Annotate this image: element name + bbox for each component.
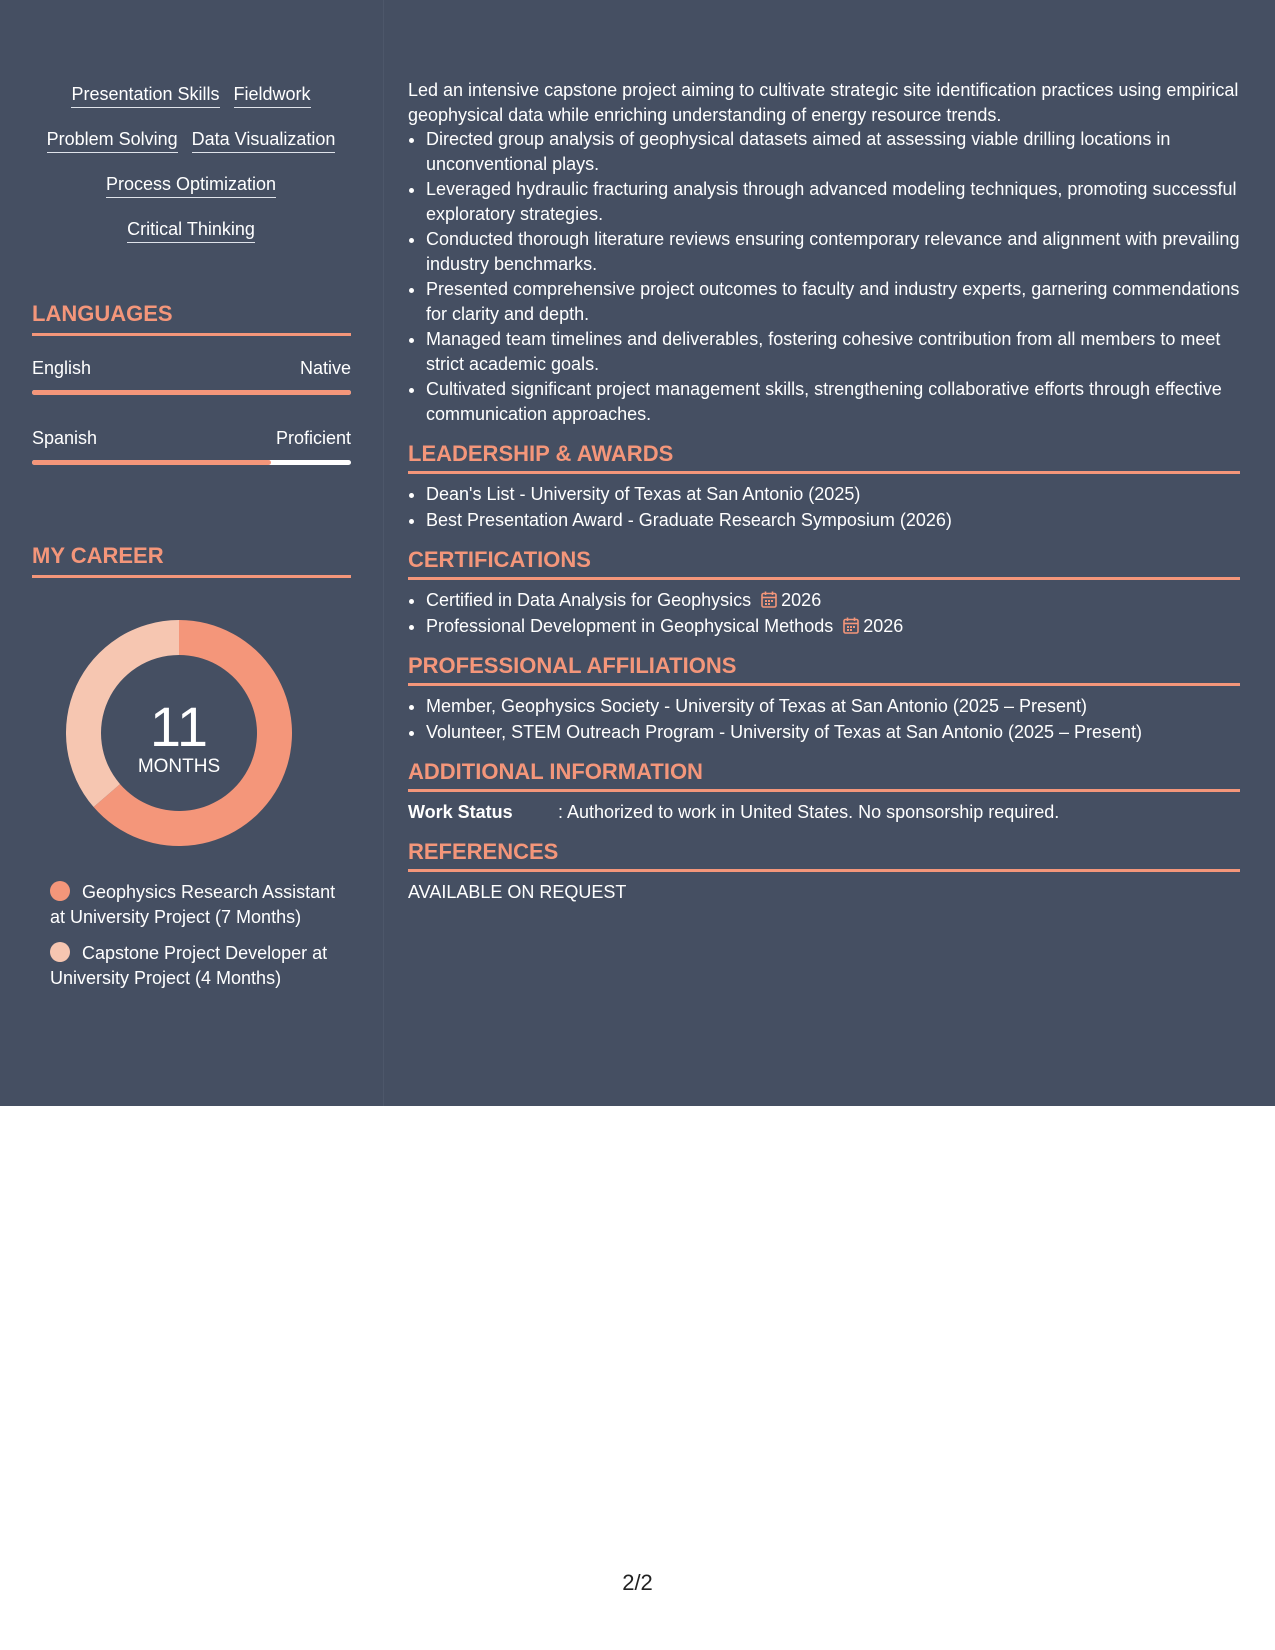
- certification-year: 2026: [781, 590, 822, 610]
- affiliations-list: [408, 694, 1240, 744]
- references-title: REFERENCES: [408, 839, 1240, 872]
- career-legend-label: Geophysics Research Assistant at University Project (7 Months): [50, 882, 336, 927]
- list-item: • Member, Geophysics Society - University of Texas at San Antonio (2025 – Present): [426, 694, 1240, 719]
- work-status-value: : Authorized to work in United States. No sponsorship required.: [558, 802, 1060, 822]
- career-legend: [50, 880, 340, 1002]
- language-bar-fill: [32, 460, 271, 465]
- skill-tag: Fieldwork: [234, 84, 311, 108]
- list-item: • Cultivated significant project management skills, strengthening collaborative efforts through effective communication approaches.: [426, 377, 1240, 426]
- skills-list: [28, 84, 354, 264]
- list-item: [426, 614, 1240, 639]
- list-item: • Conducted thorough literature reviews ensuring contemporary relevance and alignment with prevailing industry benchmarks.: [426, 227, 1240, 276]
- column-divider: [383, 0, 384, 1106]
- list-item: • Managed team timelines and deliverables, fostering cohesive contribution from all members to meet strict academic goals.: [426, 327, 1240, 376]
- list-item: • Volunteer, STEM Outreach Program - University of Texas at San Antonio (2025 – Present): [426, 720, 1240, 745]
- language-level: Proficient: [275, 428, 351, 448]
- skill-row: [28, 174, 354, 200]
- certifications-title: CERTIFICATIONS: [408, 547, 1240, 580]
- left-column: [0, 0, 383, 1106]
- project-intro: Led an intensive capstone project aiming to cultivate strategic site identification practices using empirical geophysical data while enriching understanding of energy resource trends.: [408, 80, 1239, 125]
- right-column: [408, 78, 1240, 904]
- list-item: • Best Presentation Award - Graduate Research Symposium (2026): [426, 508, 1240, 533]
- leadership-list: [408, 482, 1240, 532]
- certifications-list: [408, 588, 1240, 638]
- language-name: Spanish: [32, 428, 98, 448]
- language-item-spanish: [32, 428, 351, 465]
- additional-title: ADDITIONAL INFORMATION: [408, 759, 1240, 792]
- legend-dot-icon: [50, 942, 70, 962]
- career-legend-item: [50, 941, 340, 990]
- skill-tag: Presentation Skills: [71, 84, 219, 108]
- language-level: Native: [299, 358, 351, 378]
- language-item-english: [32, 358, 351, 395]
- skill-tag: Process Optimization: [106, 174, 276, 198]
- skill-tag: Problem Solving: [47, 129, 178, 153]
- legend-dot-icon: [50, 881, 70, 901]
- calendar-icon: [761, 591, 777, 608]
- language-bar: [32, 460, 351, 465]
- skill-tag: Critical Thinking: [127, 219, 255, 243]
- project-bullets: [408, 127, 1240, 426]
- certification-year: 2026: [863, 615, 904, 636]
- list-item: • Leveraged hydraulic fracturing analysis through advanced modeling techniques, promoting successful exploratory strategies.: [426, 177, 1240, 226]
- skill-row: [28, 219, 354, 245]
- list-item: • Directed group analysis of geophysical datasets aimed at assessing viable drilling locations in unconventional plays.: [426, 127, 1240, 176]
- language-bar: [32, 390, 351, 395]
- certification-name: Certified in Data Analysis for Geophysics: [426, 590, 752, 610]
- list-item: [426, 588, 1240, 613]
- list-item: • Presented comprehensive project outcomes to faculty and industry experts, garnering commendations for clarity and depth.: [426, 277, 1240, 326]
- career-title: MY CAREER: [32, 543, 351, 578]
- skill-row: [28, 84, 354, 110]
- calendar-icon: [843, 617, 859, 634]
- career-donut-chart: [66, 620, 292, 846]
- language-name: English: [32, 358, 92, 378]
- languages-title: LANGUAGES: [32, 301, 351, 336]
- affiliations-title: PROFESSIONAL AFFILIATIONS: [408, 653, 1240, 686]
- career-legend-item: [50, 880, 340, 929]
- page-number: 2/2: [622, 1570, 653, 1595]
- career-legend-label: Capstone Project Developer at University Project (4 Months): [50, 943, 328, 988]
- certification-name: Professional Development in Geophysical Methods: [426, 615, 834, 636]
- career-total-unit: MONTHS: [137, 756, 221, 777]
- language-bar-fill: [32, 390, 351, 395]
- references-text: AVAILABLE ON REQUEST: [408, 882, 627, 902]
- work-status: [408, 800, 1240, 824]
- skill-row: [28, 129, 354, 155]
- work-status-label: Work Status: [408, 802, 513, 822]
- skill-tag: Data Visualization: [192, 129, 336, 153]
- list-item: • Dean's List - University of Texas at San Antonio (2025): [426, 482, 1240, 507]
- leadership-title: LEADERSHIP & AWARDS: [408, 441, 1240, 474]
- career-total-value: 11: [149, 695, 209, 758]
